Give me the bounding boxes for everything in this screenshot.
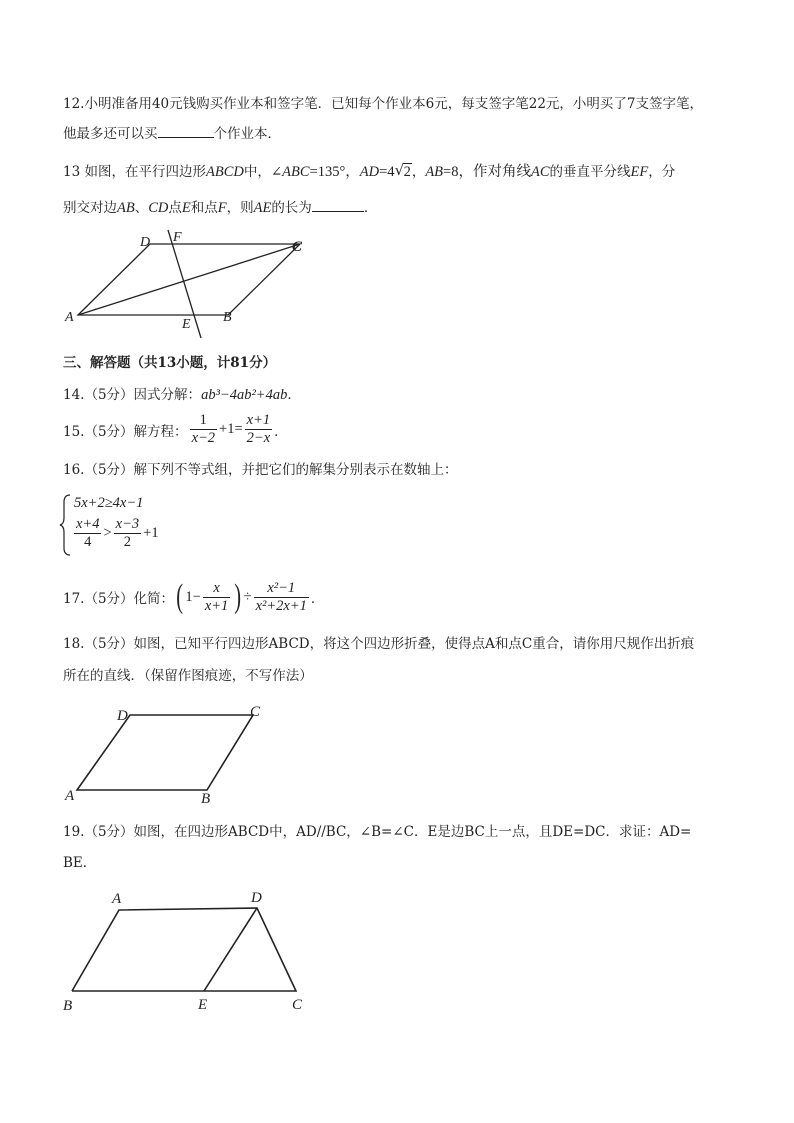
fig13-label-c: C — [292, 239, 303, 255]
q12-line2 — [63, 125, 281, 143]
q15-label: 15.（5分）解方程： — [63, 423, 188, 440]
q17-denominator: x+1 — [204, 597, 229, 614]
q17-fraction-outer — [254, 580, 309, 615]
q16-inequality-1: 5x+2≥4x−1 — [74, 495, 144, 511]
fig13-label-e: E — [182, 317, 191, 332]
fig13-label-b: B — [223, 310, 232, 325]
q12-line2-post: 个作业本． — [213, 126, 281, 142]
sqrt-symbol: √ 2 — [394, 161, 411, 180]
q15-fraction-left — [190, 412, 217, 447]
fig19-label-c: C — [292, 997, 303, 1013]
q13-text: 别交对边 — [63, 200, 117, 216]
fig13-label-a: A — [65, 310, 74, 325]
q16-inequality-2 — [72, 516, 159, 551]
q14-label: 14.（5分）因式分解： — [63, 387, 202, 403]
q13-text: 中，∠ — [243, 164, 283, 180]
q13-abc: ABC — [282, 164, 310, 180]
q16-fraction-left — [74, 516, 101, 551]
left-paren-icon: ( — [176, 578, 184, 615]
q16-numerator: x+4 — [76, 516, 100, 532]
q13-ae: AE — [253, 200, 272, 216]
fig19-label-e: E — [198, 997, 208, 1013]
fig13-label-d: D — [140, 235, 151, 250]
q13-text: 13 如图，在平行四边形 — [63, 164, 206, 180]
q13-ac: AC — [530, 164, 550, 180]
fig19-label-a: A — [112, 891, 122, 907]
q12-line1: 12.小明准备用40元钱购买作业本和签字笔．已知每个作业本6元，每支签字笔22元，小明买了7支签字笔， — [63, 96, 704, 112]
q18-parallelogram-figure — [60, 700, 290, 810]
q13-text: ，分 — [648, 164, 676, 180]
q17-label: 17.（5分）化简： — [63, 591, 175, 607]
brace-icon — [60, 494, 72, 556]
q17-divide: ÷ — [243, 588, 252, 605]
q16-fraction-right — [114, 516, 141, 551]
q19-quadrilateral-figure — [60, 885, 330, 1015]
q15-denominator: x−2 — [191, 430, 216, 446]
q19-line1: 19.（5分）如图，在四边形ABCD中，AD//BC，∠B=∠C．E是边BC上一点，且DE=DC．求证：AD= — [63, 824, 692, 840]
q12-line2-pre: 他最多还可以买 — [63, 126, 158, 142]
q13-ab: AB — [425, 164, 444, 180]
q19-line2: BE． — [63, 855, 97, 871]
q15-fraction-right — [245, 412, 272, 447]
sqrt-radicand: 2 — [403, 164, 411, 180]
q18-line2: 所在的直线．（保留作图痕迹，不写作法） — [63, 668, 313, 684]
right-paren-icon: ) — [234, 578, 242, 615]
q17-end: ． — [310, 591, 325, 607]
q13-text: 点 — [168, 200, 182, 216]
fig18-label-b: B — [201, 791, 211, 807]
q13-ad: AD — [359, 164, 380, 180]
fig18-label-c: C — [250, 704, 261, 720]
q13-f: F — [217, 200, 227, 216]
q15-numerator: x+1 — [246, 412, 271, 428]
q13-line1 — [63, 163, 675, 181]
q13-parallelogram-figure — [60, 228, 320, 343]
q13-line2 — [63, 199, 377, 217]
q14 — [63, 386, 301, 404]
q13-ad-value: =4 — [379, 164, 395, 180]
q16-plus-one: +1 — [143, 525, 159, 541]
q13-text: 的垂直平分线 — [549, 164, 631, 180]
q13-ab-value: =8，作对角线 — [443, 164, 531, 180]
q15-denominator: 2−x — [246, 430, 271, 446]
q18-line1: 18.（5分）如图，已知平行四边形ABCD，将这个四边形折叠，使得点A和点C重合，请你用尺规作出折痕 — [63, 636, 695, 652]
q13-text: ，则 — [226, 200, 254, 216]
q13-e: E — [181, 200, 191, 216]
q17-numerator: x — [203, 580, 230, 598]
q15-end: ． — [274, 423, 288, 440]
q14-end: ． — [287, 387, 301, 403]
q13-angle-value: =135°， — [309, 164, 360, 180]
q14-expression: ab³−4ab²+4ab — [201, 387, 288, 403]
fig18-label-a: A — [65, 788, 75, 804]
q17-fraction-inner — [203, 580, 230, 615]
q15-numerator: 1 — [190, 412, 217, 430]
section-heading: 三、解答题（共13小题，计81分） — [63, 355, 277, 371]
q13-ab: AB — [117, 200, 135, 216]
q13-cd: CD — [148, 200, 169, 216]
q13-abcd: ABCD — [205, 164, 244, 180]
q13-text: 的长为 — [271, 200, 312, 216]
q13-ef: EF — [630, 164, 649, 180]
q13-text: ， — [411, 164, 426, 180]
q13-text: ． — [363, 200, 378, 216]
q16-numerator: x−3 — [115, 516, 140, 532]
answer-blank — [158, 125, 214, 138]
q15 — [63, 412, 288, 447]
q17-numerator: x²−1 — [254, 580, 309, 598]
q17-one-minus: 1− — [185, 588, 201, 605]
answer-blank — [312, 199, 364, 212]
fig13-label-f: F — [173, 230, 182, 245]
fig18-label-d: D — [117, 708, 128, 724]
q16-gt: > — [103, 525, 112, 541]
fig19-label-b: B — [63, 998, 73, 1014]
q16-denominator: 4 — [84, 534, 92, 550]
q13-text: 、 — [134, 200, 149, 216]
fig19-label-d: D — [251, 890, 262, 906]
q15-middle: +1= — [219, 421, 243, 437]
q17 — [63, 578, 324, 616]
q13-text: 和点 — [190, 200, 218, 216]
q17-denominator: x²+2x+1 — [255, 597, 307, 614]
q16-denominator: 2 — [123, 534, 132, 550]
q16-text: 16.（5分）解下列不等式组，并把它们的解集分别表示在数轴上： — [63, 462, 458, 478]
